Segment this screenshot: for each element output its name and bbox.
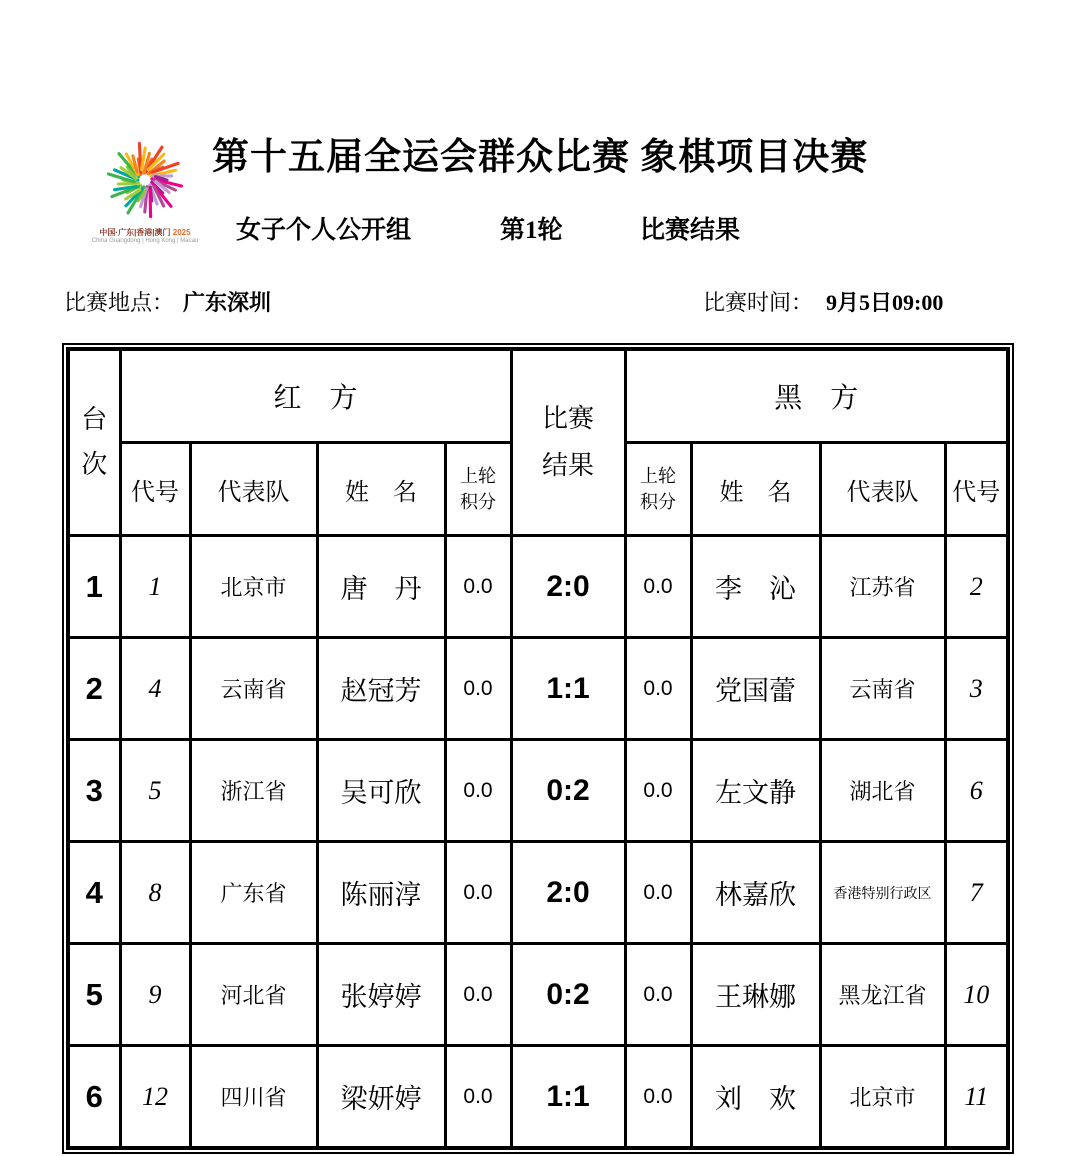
table-row <box>68 1046 1008 1149</box>
table-row <box>68 638 1008 740</box>
header-board-label: 台次 <box>81 405 108 479</box>
logo-wordmark-en: China Guangdong | Hong Kong | Macau <box>91 237 199 244</box>
black-prev-score: 0.0 <box>625 944 691 1046</box>
header-black-prev <box>625 443 691 536</box>
black-prev-score: 0.0 <box>625 740 691 842</box>
red-prev-score: 0.0 <box>445 740 511 842</box>
header-red-prev-label: 上轮积分 <box>460 465 496 512</box>
header-black-name: 姓 名 <box>691 443 820 536</box>
black-team: 香港特别行政区 <box>820 842 945 944</box>
black-name: 党国蕾 <box>691 638 820 740</box>
black-name: 林嘉欣 <box>691 842 820 944</box>
venue-label: 比赛地点： <box>64 290 175 315</box>
black-seed: 10 <box>945 944 1008 1046</box>
results-table-body <box>68 536 1008 1149</box>
red-seed: 4 <box>120 638 190 740</box>
red-seed: 12 <box>120 1046 190 1149</box>
subtitle-round: 第1轮 <box>500 217 563 244</box>
red-team: 云南省 <box>190 638 317 740</box>
red-prev-score: 0.0 <box>445 638 511 740</box>
black-prev-score: 0.0 <box>625 1046 691 1149</box>
red-seed: 9 <box>120 944 190 1046</box>
results-table <box>66 347 1010 1150</box>
board-number: 3 <box>68 740 120 842</box>
red-team: 北京市 <box>190 536 317 638</box>
header-black-prev-label: 上轮积分 <box>640 465 677 512</box>
venue-value: 广东深圳 <box>183 290 272 315</box>
red-name: 赵冠芳 <box>317 638 445 740</box>
black-seed: 2 <box>945 536 1008 638</box>
logo-cities-text: 中国·广东|香港|澳门 <box>99 228 171 237</box>
match-result: 0:2 <box>511 740 625 842</box>
red-team: 河北省 <box>190 944 317 1046</box>
black-seed: 6 <box>945 740 1008 842</box>
table-row <box>68 536 1008 638</box>
table-row <box>68 740 1008 842</box>
time-label: 比赛时间： <box>703 290 814 315</box>
board-number: 4 <box>68 842 120 944</box>
header-red-seed: 代号 <box>120 443 190 536</box>
match-result: 1:1 <box>511 638 625 740</box>
black-name: 王琳娜 <box>691 944 820 1046</box>
header-result-label: 比赛结果 <box>542 403 595 480</box>
red-seed: 1 <box>120 536 190 638</box>
header-red-prev <box>445 443 511 536</box>
subtitle-kind: 比赛结果 <box>640 217 741 244</box>
black-team: 黑龙江省 <box>820 944 945 1046</box>
red-prev-score: 0.0 <box>445 536 511 638</box>
black-prev-score: 0.0 <box>625 842 691 944</box>
red-prev-score: 0.0 <box>445 842 511 944</box>
black-prev-score: 0.0 <box>625 638 691 740</box>
board-number: 6 <box>68 1046 120 1149</box>
red-team: 浙江省 <box>190 740 317 842</box>
red-name: 吴可欣 <box>317 740 445 842</box>
time-value: 9月5日09:00 <box>826 290 944 315</box>
match-result: 2:0 <box>511 842 625 944</box>
subtitle-row <box>0 210 1078 246</box>
red-name: 梁妍婷 <box>317 1046 445 1149</box>
header-red-team: 代表队 <box>190 443 317 536</box>
board-number: 1 <box>68 536 120 638</box>
black-name: 李 沁 <box>691 536 820 638</box>
red-seed: 5 <box>120 740 190 842</box>
red-team: 四川省 <box>190 1046 317 1149</box>
table-row <box>68 944 1008 1046</box>
black-seed: 7 <box>945 842 1008 944</box>
match-result: 0:2 <box>511 944 625 1046</box>
red-team: 广东省 <box>190 842 317 944</box>
board-number: 2 <box>68 638 120 740</box>
match-result: 1:1 <box>511 1046 625 1149</box>
page-title: 第十五届全运会群众比赛 象棋项目决赛 <box>212 137 869 178</box>
header-red-name: 姓 名 <box>317 443 445 536</box>
logo-year-text: 2025 <box>172 228 191 237</box>
meta-row <box>0 286 1078 318</box>
black-team: 北京市 <box>820 1046 945 1149</box>
black-seed: 3 <box>945 638 1008 740</box>
red-name: 陈丽淳 <box>317 842 445 944</box>
black-seed: 11 <box>945 1046 1008 1149</box>
results-table-frame <box>62 343 1014 1154</box>
black-team: 云南省 <box>820 638 945 740</box>
results-table-header <box>68 349 1008 536</box>
header-black-team: 代表队 <box>820 443 945 536</box>
subtitle-group: 女子个人公开组 <box>236 217 412 244</box>
header-black-side: 黑 方 <box>625 349 1008 443</box>
header-board <box>68 349 120 536</box>
black-name: 刘 欢 <box>691 1046 820 1149</box>
header-black-seed: 代号 <box>945 443 1008 536</box>
table-row <box>68 842 1008 944</box>
red-name: 唐 丹 <box>317 536 445 638</box>
board-number: 5 <box>68 944 120 1046</box>
red-name: 张婷婷 <box>317 944 445 1046</box>
red-prev-score: 0.0 <box>445 1046 511 1149</box>
red-seed: 8 <box>120 842 190 944</box>
black-prev-score: 0.0 <box>625 536 691 638</box>
header-red-side: 红 方 <box>120 349 511 443</box>
black-name: 左文静 <box>691 740 820 842</box>
red-prev-score: 0.0 <box>445 944 511 1046</box>
match-result: 2:0 <box>511 536 625 638</box>
black-team: 湖北省 <box>820 740 945 842</box>
header-result <box>511 349 625 536</box>
black-team: 江苏省 <box>820 536 945 638</box>
